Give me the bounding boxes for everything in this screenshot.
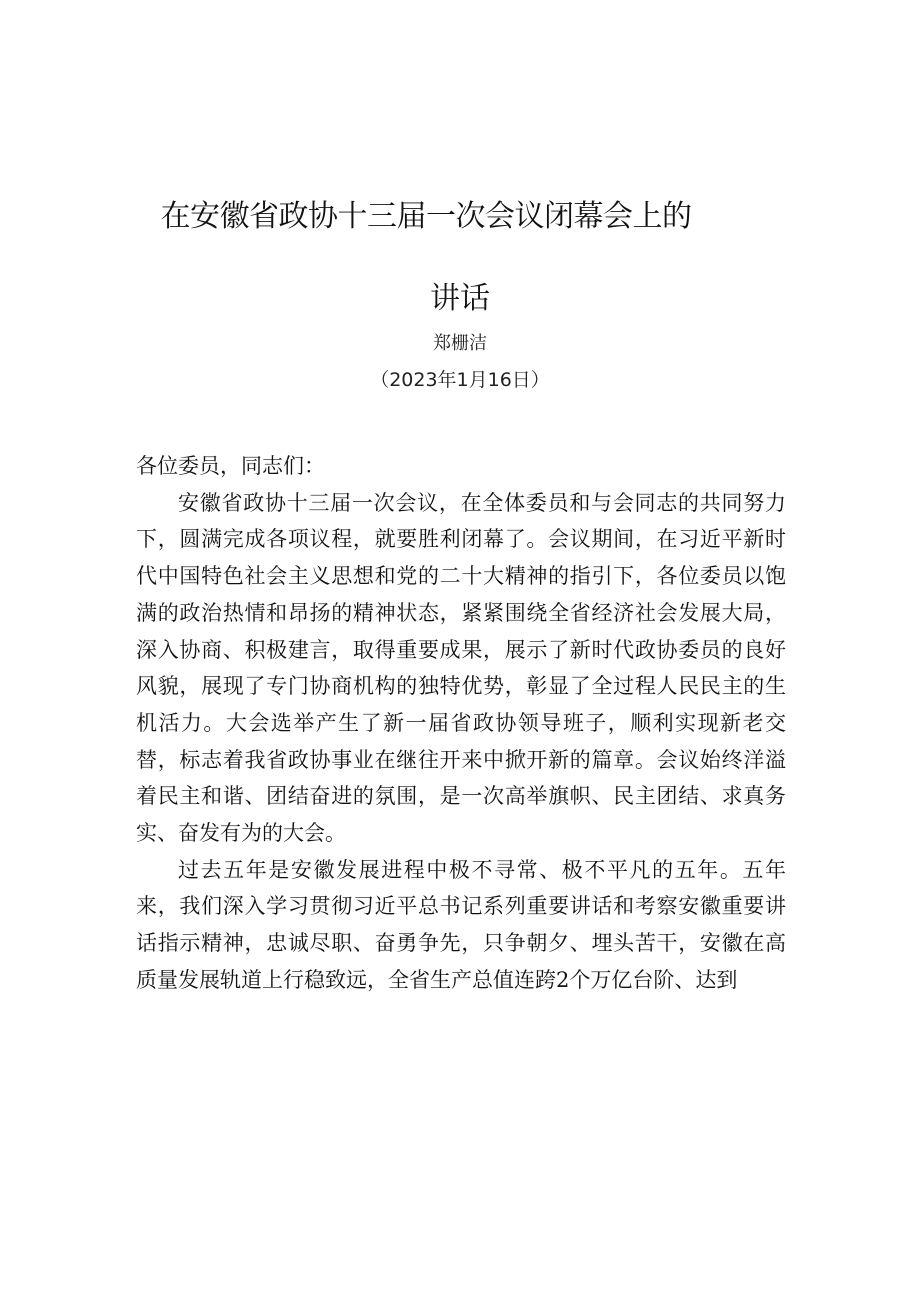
author-name: 郑栅洁: [433, 333, 487, 354]
document-title-line2: 讲话: [430, 281, 490, 316]
document-title-line1: 在安徽省政协十三届一次会议闭幕会上的: [160, 199, 692, 234]
paragraph-2: 过去五年是安徽发展进程中极不寻常、极不平凡的五年。五年来，我们深入学习贯彻习近平总书记系列重要讲话和考察安徽重要讲话指示精神，忠诚尽职、奋勇争先，只争朝夕、埋头苦干，安徽在高质量发展轨道上行稳致远，全省生产总值连跨2个万亿台阶、达到: [136, 857, 786, 992]
salutation: 各位委员，同志们：: [136, 454, 325, 478]
speech-body: [136, 448, 786, 999]
speech-date: （2023年1月16日）: [370, 369, 550, 391]
paragraph-1: 安徽省政协十三届一次会议，在全体委员和与会同志的共同努力下，圆满完成各项议程，就要胜利闭幕了。会议期间，在习近平新时代中国特色社会主义思想和党的二十大精神的指引下，各位委员以饱满的政治热情和昂扬的精神状态，紧紧围绕全省经济社会发展大局，深入协商、积极建言，取得重要成果，展示了新时代政协委员的良好风貌，展现了专门协商机构的独特优势，彰显了全过程人民民主的生机活力。大会选举产生了新一届省政协领导班子，顺利实现新老交替，标志着我省政协事业在继往开来中掀开新的篇章。会议始终洋溢着民主和谐、团结奋进的氛围，是一次高举旗帜、民主团结、求真务实、奋发有为的大会。: [136, 490, 786, 846]
